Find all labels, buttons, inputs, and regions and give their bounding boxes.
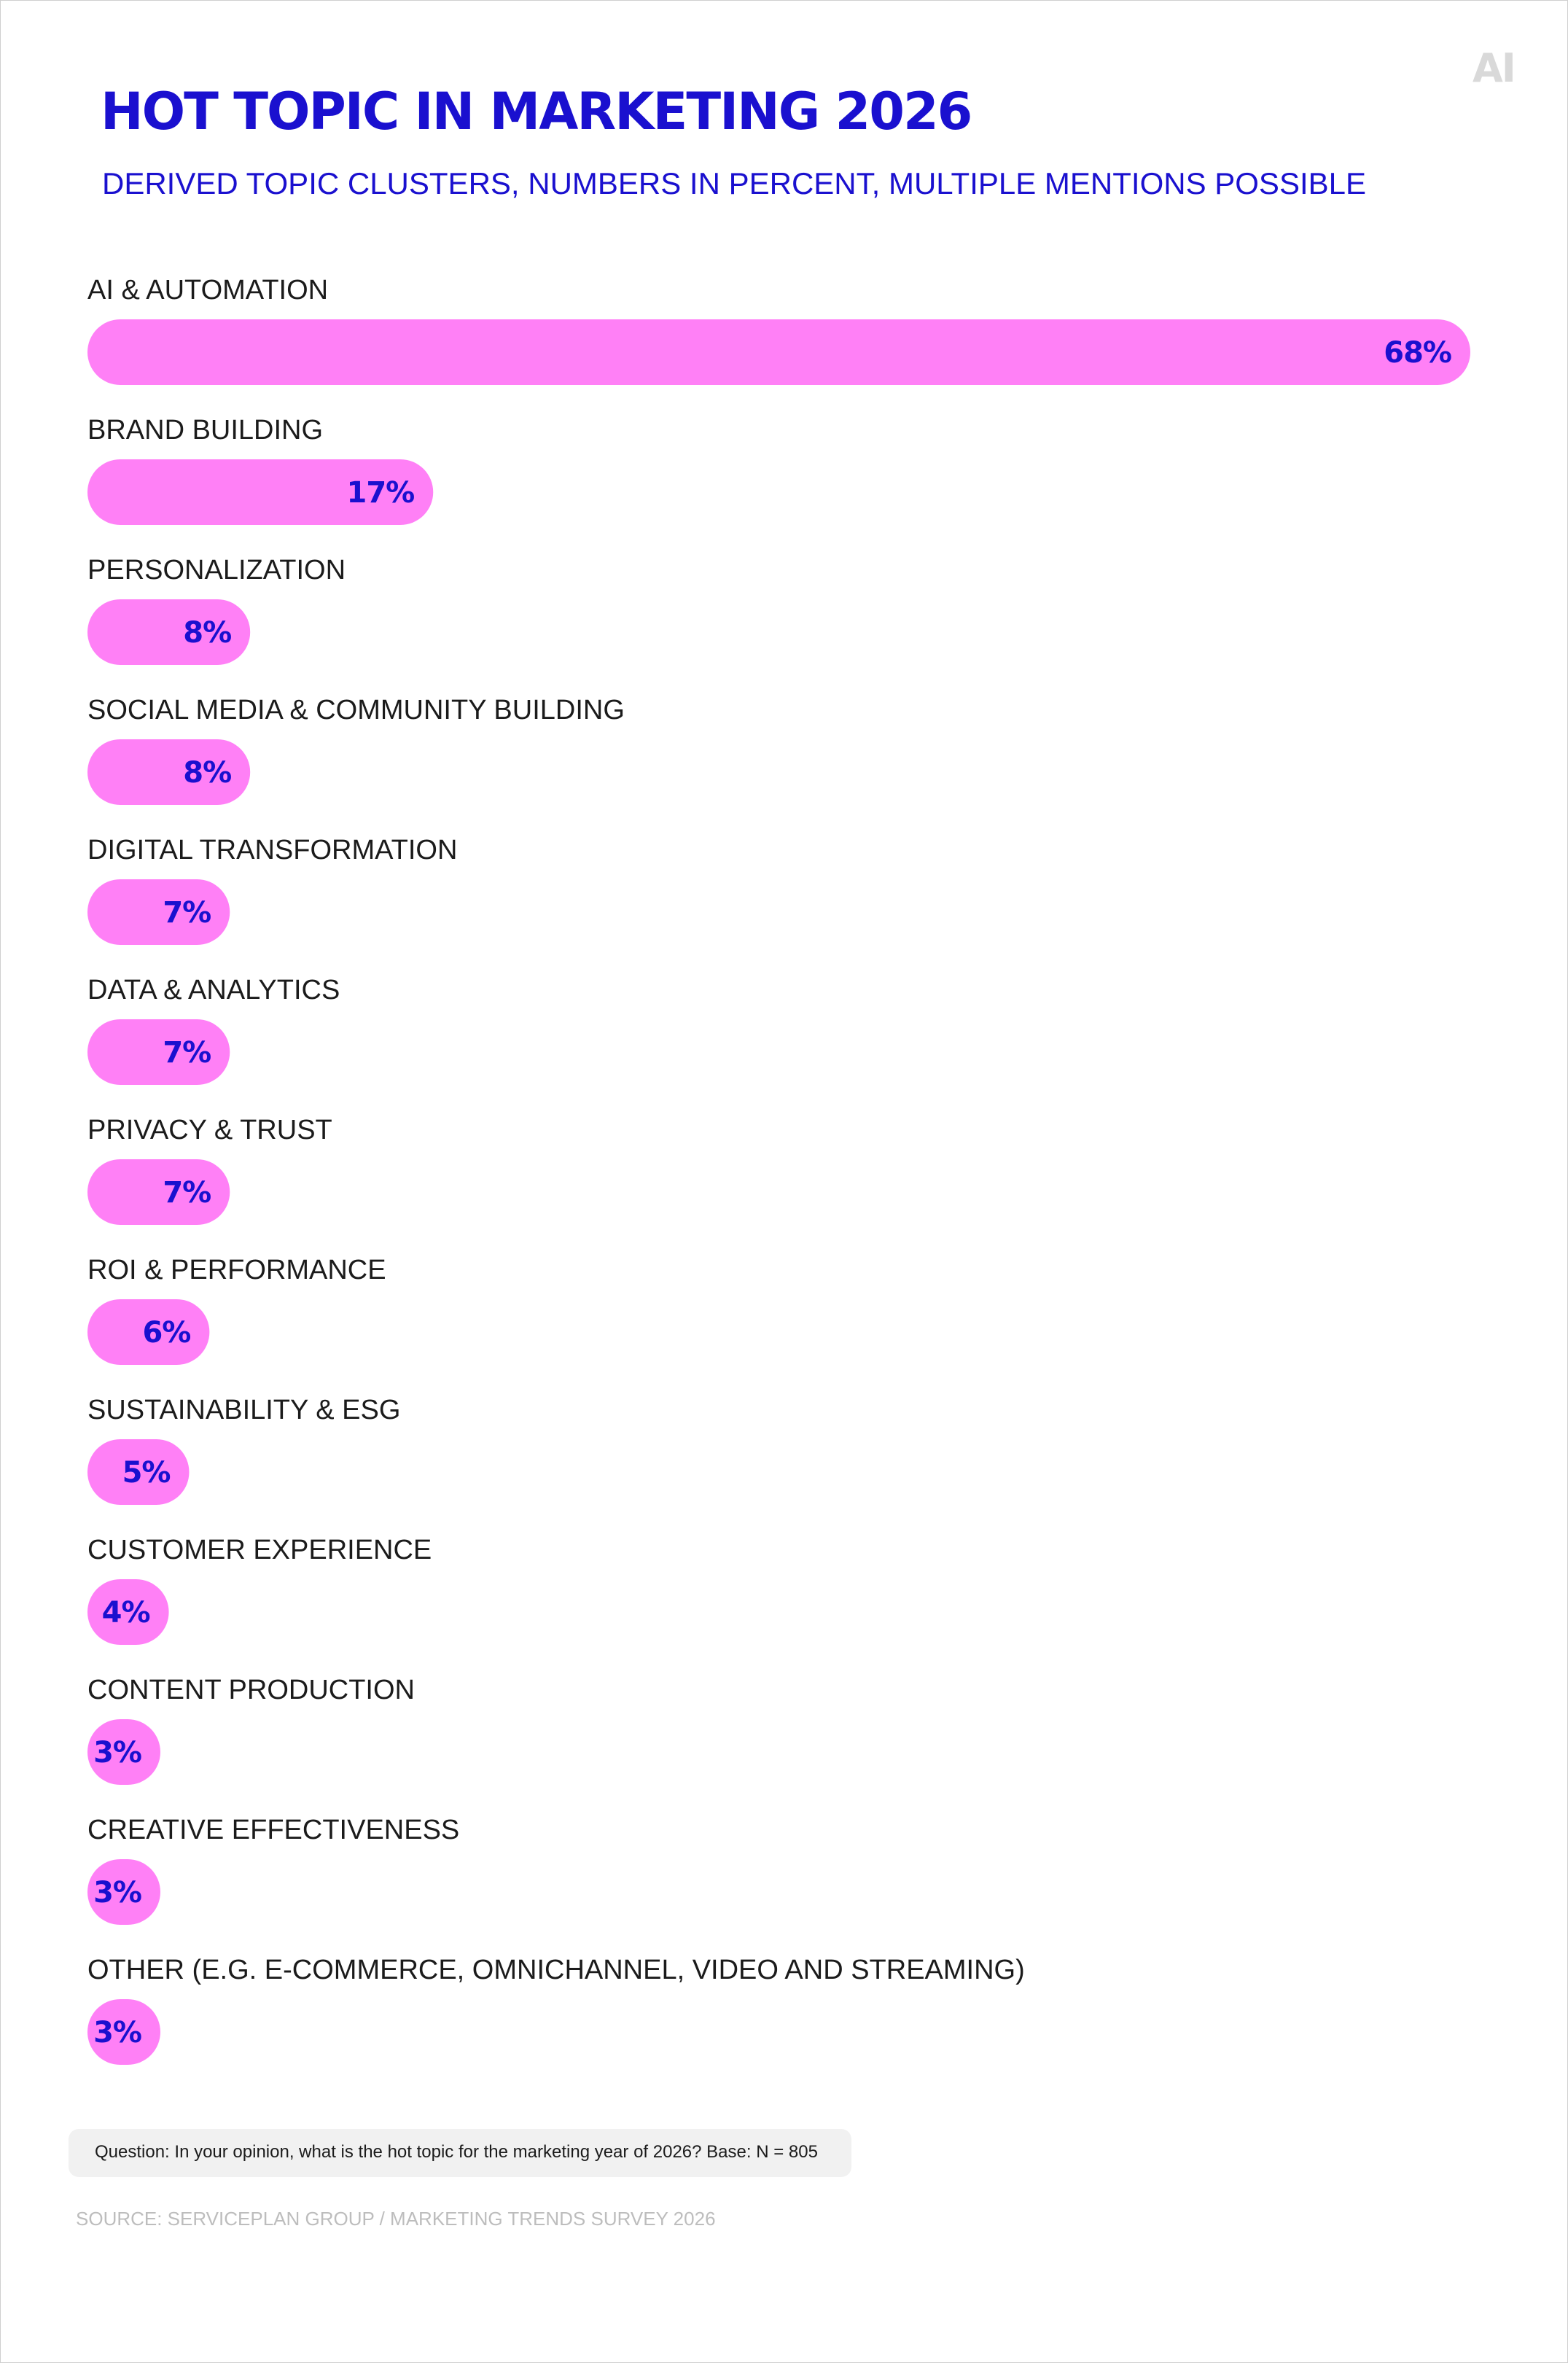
- value-label: 8%: [183, 756, 232, 790]
- question-text: Question: In your opinion, what is the hot topic for the marketing year of 2026? Base: N = 805: [95, 2142, 818, 2162]
- value-label: 5%: [122, 1456, 171, 1490]
- value-label: 7%: [163, 1036, 211, 1070]
- category-label: DIGITAL TRANSFORMATION: [87, 835, 458, 865]
- value-label: 7%: [163, 1176, 211, 1210]
- question-box: [69, 2129, 851, 2177]
- category-label: AI & AUTOMATION: [87, 275, 329, 305]
- category-label: SUSTAINABILITY & ESG: [87, 1395, 401, 1425]
- category-label: DATA & ANALYTICS: [87, 975, 340, 1005]
- category-label: CUSTOMER EXPERIENCE: [87, 1535, 432, 1565]
- value-label: 3%: [93, 1736, 141, 1770]
- category-label: PERSONALIZATION: [87, 555, 346, 585]
- value-label: 68%: [1384, 336, 1451, 370]
- category-label: CREATIVE EFFECTIVENESS: [87, 1815, 460, 1845]
- category-label: ROI & PERFORMANCE: [87, 1255, 386, 1285]
- value-label: 3%: [93, 2016, 141, 2049]
- value-label: 17%: [346, 476, 415, 510]
- value-label: 7%: [163, 896, 211, 930]
- category-label: PRIVACY & TRUST: [87, 1115, 332, 1145]
- value-label: 4%: [101, 1596, 150, 1630]
- source-note: SOURCE: SERVICEPLAN GROUP / MARKETING TRENDS SURVEY 2026: [76, 2208, 716, 2230]
- chart-title: HOT TOPIC IN MARKETING 2026: [101, 82, 972, 141]
- chart-subtitle: DERIVED TOPIC CLUSTERS, NUMBERS IN PERCENT, MULTIPLE MENTIONS POSSIBLE: [102, 166, 1367, 201]
- bar: [87, 319, 1470, 385]
- value-label: 8%: [183, 616, 232, 650]
- category-label: BRAND BUILDING: [87, 415, 324, 445]
- ai-logo: AI: [1473, 45, 1515, 91]
- value-label: 6%: [142, 1316, 191, 1350]
- value-label: 3%: [93, 1876, 141, 1910]
- category-label: CONTENT PRODUCTION: [87, 1675, 415, 1705]
- category-label: SOCIAL MEDIA & COMMUNITY BUILDING: [87, 695, 625, 725]
- category-label: OTHER (E.G. E-COMMERCE, OMNICHANNEL, VIDEO AND STREAMING): [87, 1955, 1025, 1985]
